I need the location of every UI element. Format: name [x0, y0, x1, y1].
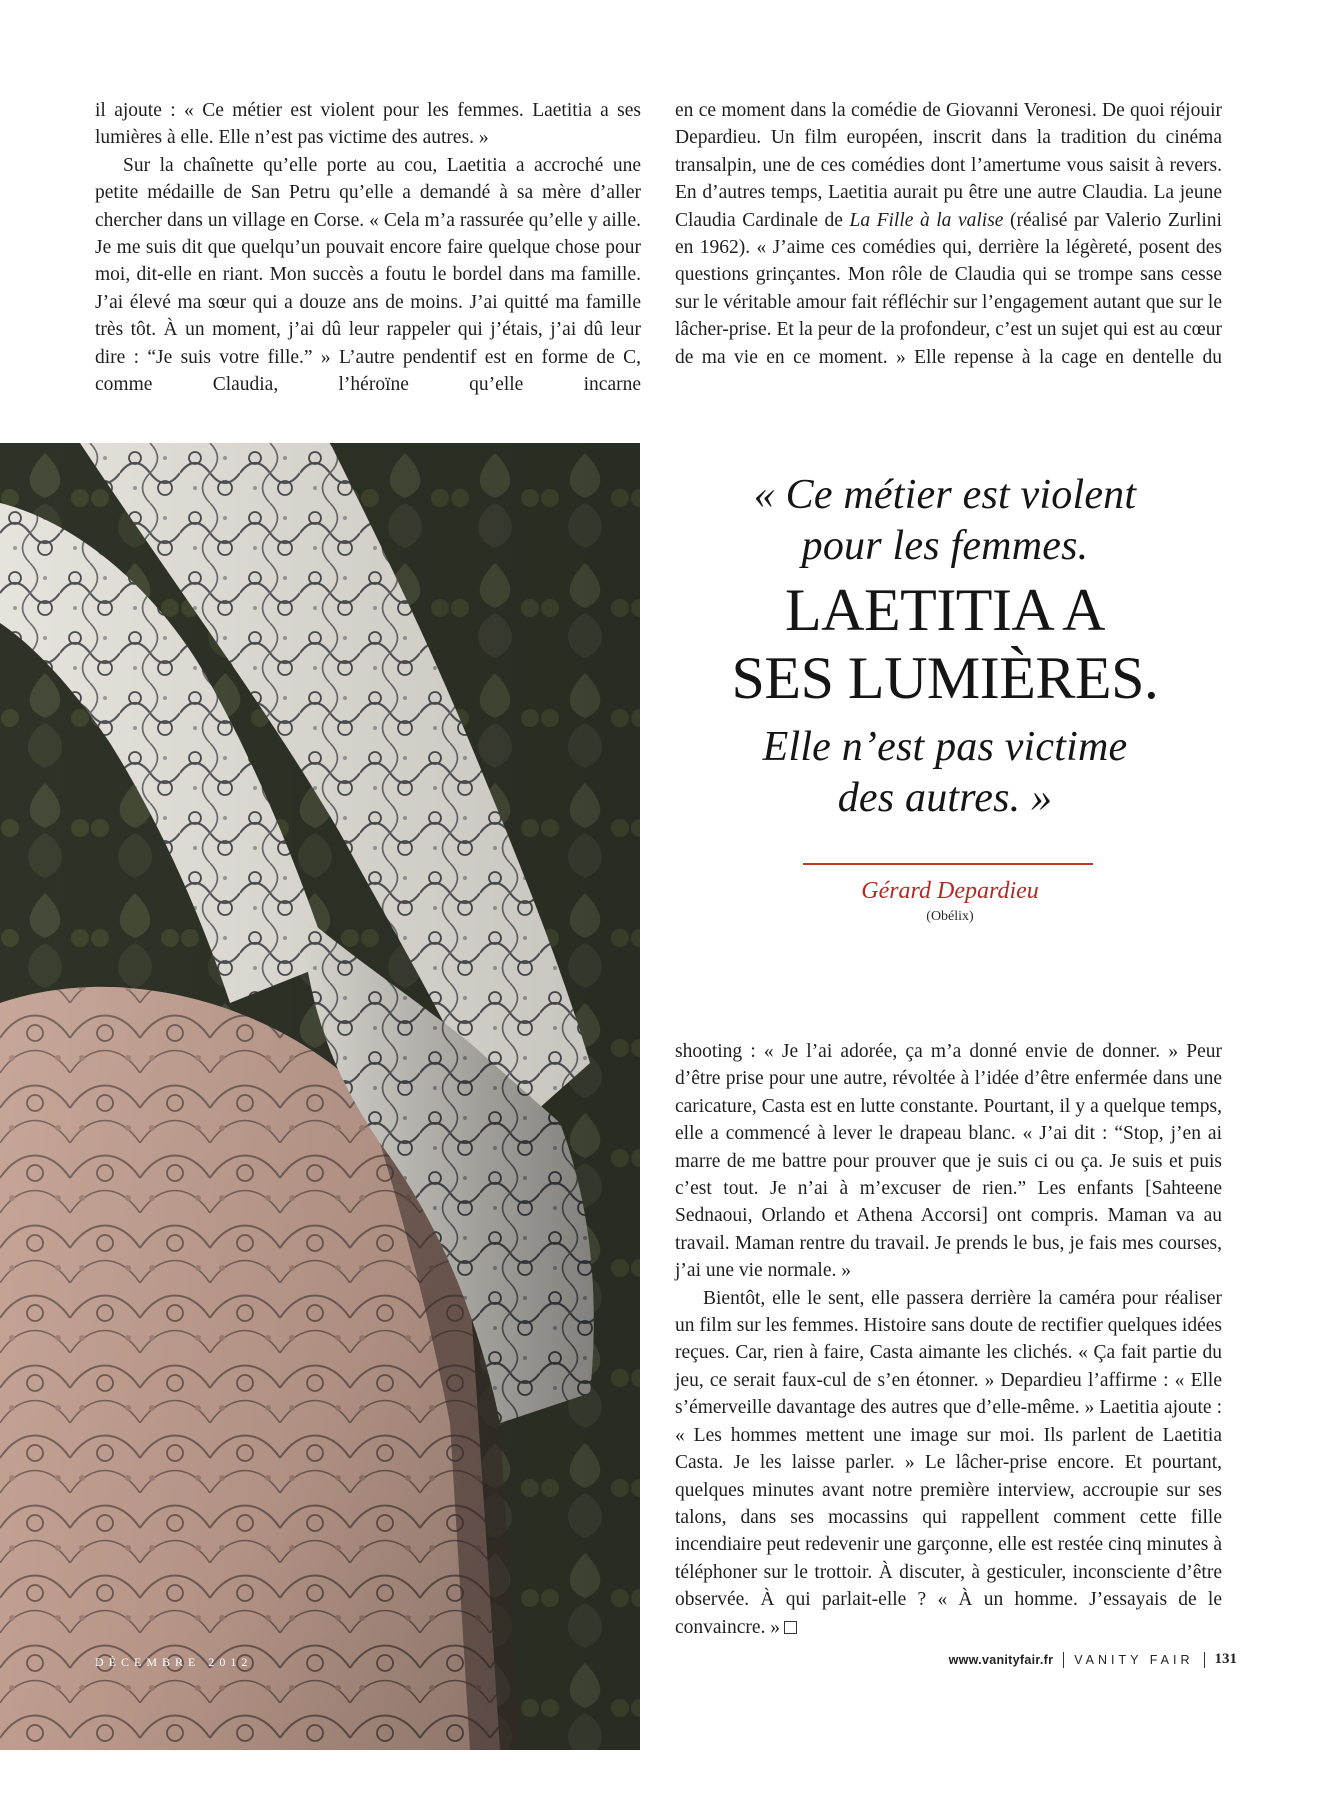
pull-quote-caps	[660, 576, 1230, 712]
text-run: en ce moment dans la comédie de Giovanni Veronesi. De quoi réjouir Depardieu. Un film européen, inscrit dans la tradition du cinéma transalpin, une de ces comédies dont l’amertume vous saisit à revers. En d’autres temps, Laetitia aurait pu être une autre Claudia. La jeune Claudia Cardinale de	[675, 100, 1222, 231]
attribution-role: (Obélix)	[926, 909, 974, 924]
page-number: 131	[1214, 1651, 1237, 1667]
attribution	[700, 873, 1200, 925]
pull-quote-line: Elle n’est pas victime	[762, 724, 1128, 770]
text-run: Bientôt, elle le sent, elle passera derrière la caméra pour réaliser un film sur les femmes. Histoire sans doute de rectifier quelques idées reçues. Car, rien à faire, Casta aimante les clichés. « Ça fait partie du jeu, ce serait faux-cul de s’en étonner. » Depardieu l’affirme : « Elle s’émerveille davantage des autres que d’elle-même. » Laetitia ajoute : « Les hommes mettent une image sur moi. Ils parlent de Laetitia Casta. Je les laisse parler. » Le lâcher-prise encore. Et pourtant, quelques minutes avant notre première interview, accroupie sur ses talons, dans ses mocassins qui rappellent comment cette fille incendiaire peut redevenir une garçonne, elle est restée cinq minutes à téléphoner sur le trottoir. À discuter, à gesticuler, inconsciente d’être observée. À qui parlait-elle ? « À un homme. J’essayais de le convaincre. »	[675, 1287, 1222, 1638]
pull-quote-caps-line: LAETITIA A	[785, 577, 1105, 643]
article-column-top-right	[675, 97, 1222, 371]
article-column-bottom-right	[675, 1038, 1222, 1641]
pull-quote-line: « Ce métier est violent	[753, 472, 1137, 518]
paragraph: il ajoute : « Ce métier est violent pour les femmes. Laetitia a ses lumières à elle. Elle n’est pas victime des autres. »	[95, 100, 641, 149]
footer-divider	[1204, 1652, 1205, 1668]
end-mark-icon	[784, 1621, 797, 1634]
paragraph: Sur la chaînette qu’elle porte au cou, Laetitia a accroché une petite médaille de San Petru qu’elle a demandé à sa mère d’aller chercher dans un village en Corse. « Cela m’a rassurée qu’elle y aille. Je me suis dit que quelqu’un pouvait encore faire quelque chose pour moi, dit-elle en riant. Mon succès a foutu le bordel dans ma famille. J’ai élevé ma sœur qui a douze ans de moins. J’ai quitté ma famille très tôt. À un moment, j’ai dû leur rappeler qui j’étais, j’ai dû leur dire : “Je suis votre fille.” » L’autre pendentif est en forme de C, comme Claudia, l’héroïne qu’elle incarne	[95, 154, 641, 396]
pull-quote-line: pour les femmes.	[801, 523, 1089, 569]
footer-url[interactable]: www.vanityfair.fr	[948, 1652, 1054, 1667]
lace-photo	[0, 443, 640, 1750]
footer-divider	[1063, 1652, 1064, 1668]
footer-folio	[949, 1651, 1237, 1668]
attribution-name: Gérard Depardieu	[861, 878, 1039, 904]
pull-quote-line: des autres. »	[837, 775, 1053, 821]
paragraph: shooting : « Je l’ai adorée, ça m’a donné envie de donner. » Peur d’être prise pour une autre, révoltée à l’idée d’être enfermée dans une caricature, Casta est en lutte constante. Pourtant, il y a quelque temps, elle a commencé à lever le drapeau blanc. « J’ai dit : “Stop, j’en ai marre de me battre pour prouver que je suis ci ou ça. Je suis et puis c’est tout. Je n’ai à m’excuser de rien.” Les enfants [Sahteene Sednaoui, Orlando et Athena Accorsi] ont compris. Maman va au travail. Maman rentre du travail. Je prends le bus, je fais mes courses, j’ai une vie normale. »	[675, 1041, 1222, 1282]
film-title: La Fille à la valise	[849, 209, 1004, 231]
article-column-top-left	[95, 97, 641, 398]
paragraph	[675, 1285, 1222, 1641]
text-run: (réalisé par Valerio Zurlini en 1962). « J’aime ces comédies qui, derrière la légèreté, posent des questions grinçantes. Mon rôle de Claudia qui se trompe sans cesse sur le véritable amour fait réfléchir sur l’engagement autant que sur le lâcher-prise. Et la peur de la profondeur, c’est un sujet qui est au cœur de ma vie en ce moment. » Elle repense à la cage en dentelle du	[675, 209, 1222, 368]
lace-illustration	[0, 443, 640, 1750]
paragraph	[675, 97, 1222, 371]
pull-quote	[660, 470, 1230, 824]
pull-quote-divider	[803, 863, 1093, 865]
footer-date: DÉCEMBRE 2012	[95, 1655, 253, 1669]
footer-magazine: VANITY FAIR	[1074, 1652, 1194, 1667]
pull-quote-caps-line: SES LUMIÈRES.	[731, 645, 1159, 711]
